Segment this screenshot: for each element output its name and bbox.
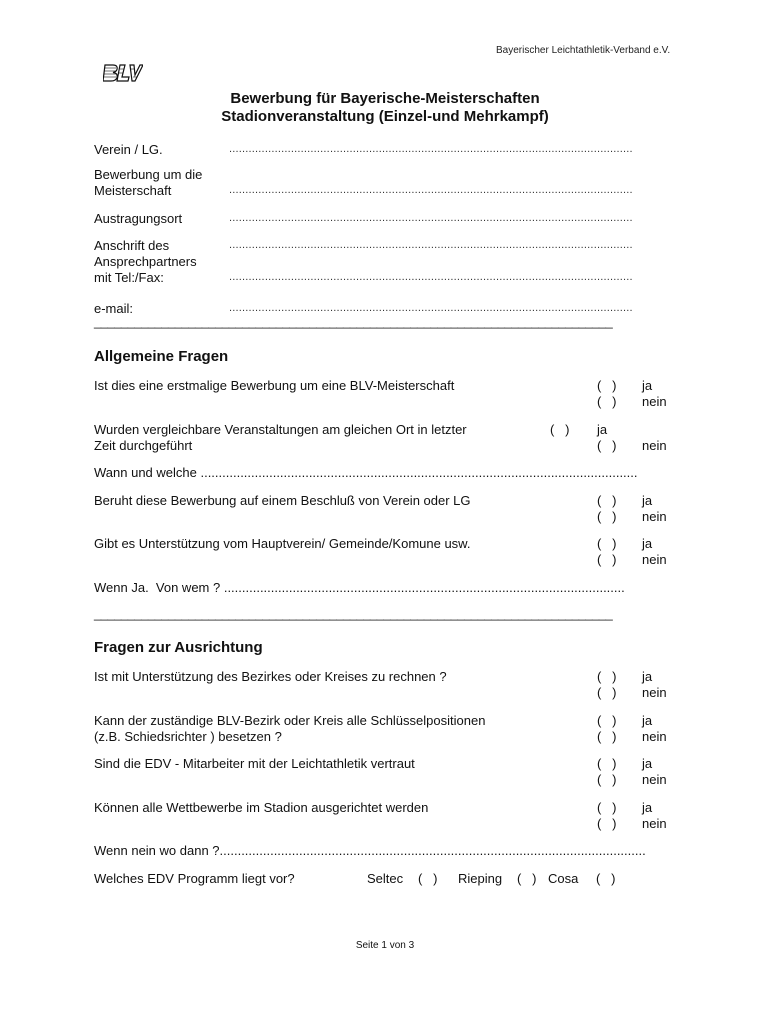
separator-1: _____________________________________________________________________________ <box>94 314 613 329</box>
option-cosa: Cosa <box>548 871 579 886</box>
email-label: e-mail: <box>94 301 134 316</box>
option-ja: ja <box>642 669 653 684</box>
option-nein: nein <box>642 772 667 787</box>
checkbox-nein[interactable]: ( ) <box>597 816 617 831</box>
question-edv-mitarbeiter: Sind die EDV - Mitarbeiter mit der Leichtathletik vertraut <box>94 756 415 771</box>
checkbox-nein[interactable]: ( ) <box>597 394 617 409</box>
question-von-wem[interactable]: Wenn Ja. Von wem ? ............................................................................................................... <box>94 580 625 595</box>
verein-label: Verein / LG. <box>94 142 163 157</box>
question-schluesselpositionen-2: (z.B. Schiedsrichter ) besetzen ? <box>94 729 282 744</box>
blv-logo <box>94 44 134 66</box>
question-edv-programm: Welches EDV Programm liegt vor? <box>94 871 295 886</box>
checkbox-ja[interactable]: ( ) <box>597 800 617 815</box>
checkbox-seltec[interactable]: ( ) <box>418 871 438 886</box>
option-ja: ja <box>642 378 653 393</box>
option-seltec: Seltec <box>367 871 404 886</box>
checkbox-ja[interactable]: ( ) <box>550 422 570 437</box>
ort-label: Austragungsort <box>94 211 183 226</box>
option-ja: ja <box>642 713 653 728</box>
option-nein: nein <box>642 438 667 453</box>
question-wettbewerbe: Können alle Wettbewerbe im Stadion ausgerichtet werden <box>94 800 429 815</box>
checkbox-ja[interactable]: ( ) <box>597 493 617 508</box>
anschrift-field-1[interactable]: ............................................................................................................................ <box>229 239 633 251</box>
question-unterstuetzung: Gibt es Unterstützung vom Hauptverein/ Gemeinde/Komune usw. <box>94 536 471 551</box>
checkbox-nein[interactable]: ( ) <box>597 438 617 453</box>
question-schluesselpositionen-1: Kann der zuständige BLV-Bezirk oder Kreis alle Schlüsselpositionen <box>94 713 486 728</box>
checkbox-ja[interactable]: ( ) <box>597 536 617 551</box>
section-heading-allgemein: Allgemeine Fragen <box>94 348 229 365</box>
verein-field[interactable]: ............................................................................................................................ <box>229 143 633 155</box>
checkbox-nein[interactable]: ( ) <box>597 685 617 700</box>
question-beschluss: Beruht diese Bewerbung auf einem Beschluß von Verein oder LG <box>94 493 471 508</box>
anschrift-label-3: mit Tel:/Fax: <box>94 270 164 285</box>
question-erstmalig: Ist dies eine erstmalige Bewerbung um eine BLV-Meisterschaft <box>94 378 455 393</box>
anschrift-label-1: Anschrift des <box>94 238 170 253</box>
checkbox-nein[interactable]: ( ) <box>597 729 617 744</box>
option-ja: ja <box>642 800 653 815</box>
checkbox-ja[interactable]: ( ) <box>597 669 617 684</box>
question-vergleichbar-1: Wurden vergleichbare Veranstaltungen am gleichen Ort in letzter <box>94 422 467 437</box>
email-field[interactable]: ............................................................................................................................ <box>229 302 633 314</box>
bewerbung-field[interactable]: ............................................................................................................................ <box>229 184 633 196</box>
option-ja: ja <box>597 422 608 437</box>
anschrift-field-2[interactable]: ............................................................................................................................ <box>229 271 633 283</box>
checkbox-nein[interactable]: ( ) <box>597 552 617 567</box>
checkbox-cosa[interactable]: ( ) <box>596 871 616 886</box>
checkbox-ja[interactable]: ( ) <box>597 713 617 728</box>
option-nein: nein <box>642 685 667 700</box>
checkbox-ja[interactable]: ( ) <box>597 756 617 771</box>
org-name: Bayerischer Leichtathletik-Verband e.V. <box>496 45 671 56</box>
option-nein: nein <box>642 509 667 524</box>
title-line-1: Bewerbung für Bayerische-Meisterschaften <box>230 90 540 107</box>
bewerbung-label-2: Meisterschaft <box>94 183 172 198</box>
bewerbung-label-1: Bewerbung um die <box>94 167 203 182</box>
question-wann-welche[interactable]: Wann und welche ......................................................................................................................... <box>94 465 638 480</box>
page-number: Seite 1 von 3 <box>355 940 415 951</box>
option-nein: nein <box>642 394 667 409</box>
option-nein: nein <box>642 552 667 567</box>
separator-2: _____________________________________________________________________________ <box>94 606 613 621</box>
checkbox-rieping[interactable]: ( ) <box>517 871 537 886</box>
ort-field[interactable]: ............................................................................................................................ <box>229 212 633 224</box>
title-line-2: Stadionveranstaltung (Einzel-und Mehrkampf) <box>221 108 549 125</box>
question-vergleichbar-2: Zeit durchgeführt <box>94 438 193 453</box>
option-rieping: Rieping <box>458 871 503 886</box>
checkbox-nein[interactable]: ( ) <box>597 509 617 524</box>
option-ja: ja <box>642 536 653 551</box>
option-nein: nein <box>642 816 667 831</box>
section-heading-ausrichtung: Fragen zur Ausrichtung <box>94 639 263 656</box>
anschrift-label-2: Ansprechpartners <box>94 254 197 269</box>
checkbox-ja[interactable]: ( ) <box>597 378 617 393</box>
option-ja: ja <box>642 493 653 508</box>
option-nein: nein <box>642 729 667 744</box>
checkbox-nein[interactable]: ( ) <box>597 772 617 787</box>
question-wo-dann[interactable]: Wenn nein wo dann ?...................................................................................................................... <box>94 843 646 858</box>
option-ja: ja <box>642 756 653 771</box>
question-bezirk: Ist mit Unterstützung des Bezirkes oder Kreises zu rechnen ? <box>94 669 447 684</box>
